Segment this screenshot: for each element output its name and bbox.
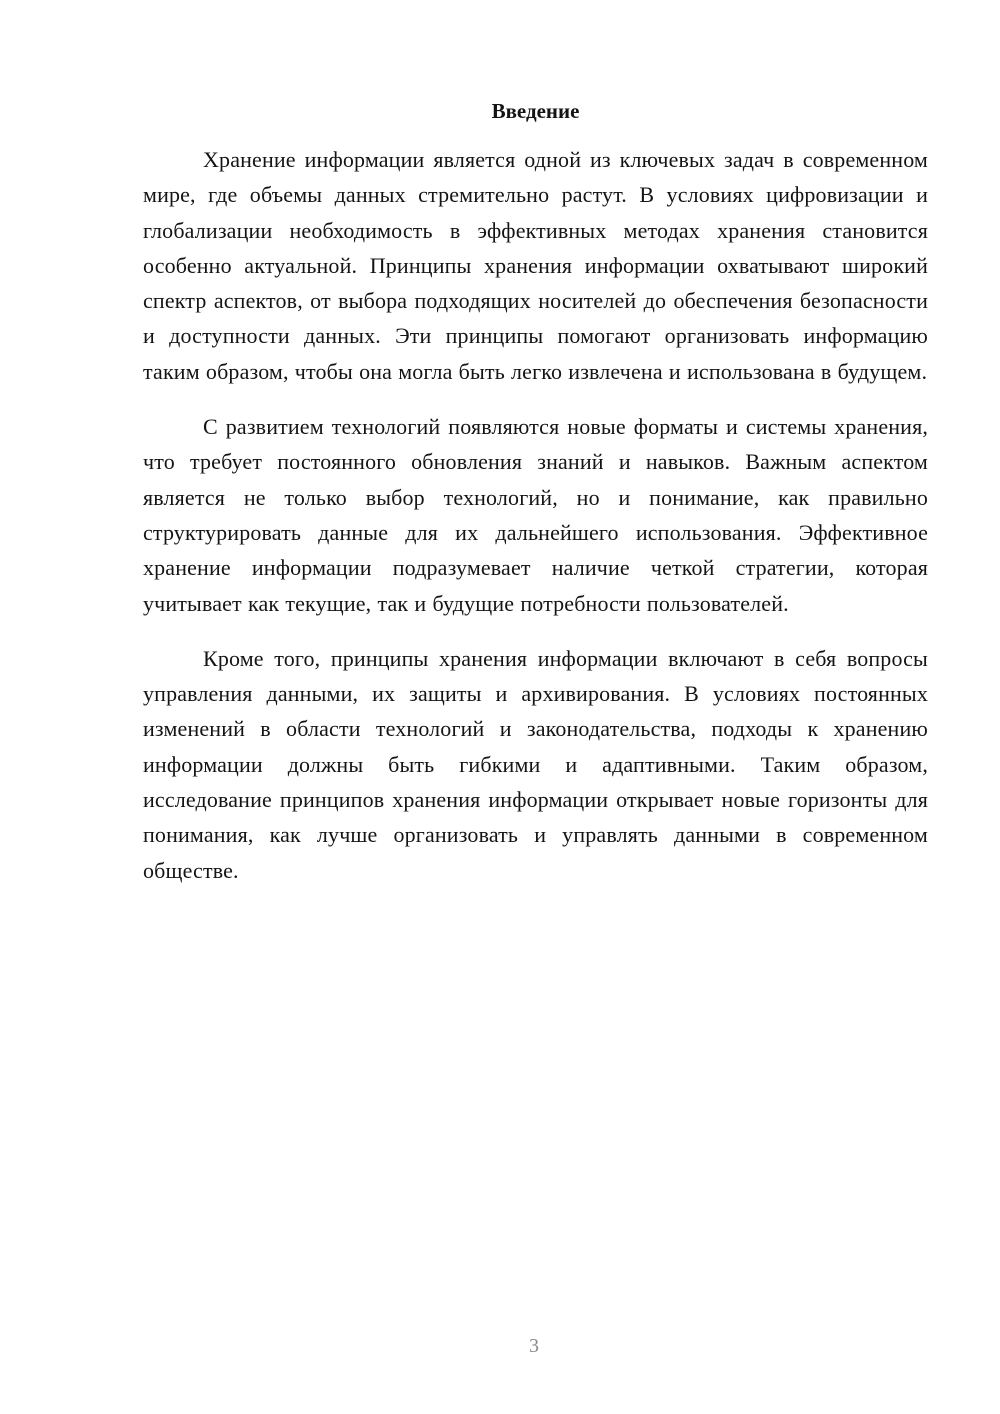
page-number: 3 [529,1335,539,1357]
section-heading: Введение [491,99,580,123]
body-text [143,142,928,908]
paragraph-2: С развитием технологий появляются новые форматы и системы хранения, что требует постоянного обновления знаний и навыков. Важным аспектом является не только выбор технологий, но и понимание, как правильно структурировать данные для их дальнейшего использования. Эффективное хранение информации подразумевает наличие четкой стратегии, которая учитывает как текущие, так и будущие потребности пользователей. [143,414,928,616]
paragraph-1: Хранение информации является одной из ключевых задач в современном мире, где объемы данных стремительно растут. В условиях цифровизации и глобализации необходимость в эффективных методах хранения становится особенно актуальной. Принципы хранения информации охватывают широкий спектр аспектов, от выбора подходящих носителей до обеспечения безопасности и доступности данных. Эти принципы помогают организовать информацию таким образом, чтобы она могла быть легко извлечена и использована в будущем. [143,147,928,384]
paragraph-3: Кроме того, принципы хранения информации включают в себя вопросы управления данными, их защиты и архивирования. В условиях постоянных изменений в области технологий и законодательства, подходы к хранению информации должны быть гибкими и адаптивными. Таким образом, исследование принципов хранения информации открывает новые горизонты для понимания, как лучше организовать и управлять данными в современном обществе. [143,645,928,883]
